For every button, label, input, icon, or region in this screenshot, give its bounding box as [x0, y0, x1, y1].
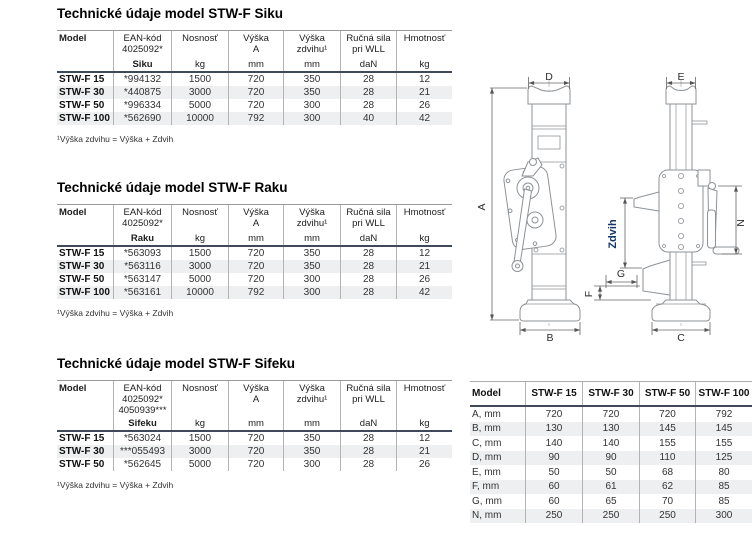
dim-label-E: E	[677, 71, 685, 83]
dims-value-cell: 250	[525, 509, 582, 524]
value-cell: 28	[340, 86, 396, 99]
front-label-plate	[538, 136, 560, 149]
dims-value-cell: 80	[695, 465, 752, 480]
value-cell: *562690	[113, 112, 171, 125]
value-cell: 26	[396, 273, 452, 286]
value-cell: 40	[340, 112, 396, 125]
column-header-lines	[173, 207, 227, 218]
column-unit: kg	[419, 417, 430, 429]
column-header-lines	[398, 207, 451, 218]
column-unit: kg	[194, 232, 206, 244]
table-row	[57, 260, 452, 273]
value-cell: 12	[396, 73, 452, 86]
value-cell: 720	[228, 99, 283, 112]
dims-label-cell: F, mm	[472, 481, 500, 493]
column-header-lines	[342, 383, 395, 405]
value-cell: 28	[340, 247, 396, 260]
dims-value-cell: 155	[639, 436, 695, 451]
value-cell: 3000	[171, 445, 228, 458]
column-title: Ručná sila	[346, 207, 391, 218]
dims-value-cell: 155	[695, 436, 752, 451]
table-header-row	[57, 31, 452, 73]
column-unit: daN	[359, 417, 378, 429]
jack-drawing-svg	[470, 58, 752, 354]
side-lower-pin	[692, 262, 706, 265]
model-cell: STW-F 100	[59, 287, 110, 298]
value-cell: 28	[340, 260, 396, 273]
table-row	[57, 247, 452, 260]
table-footnote: ¹Výška zdvihu = Výška + Zdvih	[57, 479, 174, 490]
crank-bracket	[698, 170, 710, 186]
value-cell: 720	[228, 86, 283, 99]
dims-label-cell: A, mm	[472, 408, 501, 420]
dims-value-cell: 70	[639, 494, 695, 509]
column-title: Výška	[243, 383, 269, 394]
column-unit: mm	[248, 417, 264, 429]
column-unit: mm	[248, 232, 264, 244]
column-title: Nosnosť	[182, 33, 218, 44]
side-mid-claw	[634, 192, 659, 211]
table-footnote: ¹Výška zdvihu = Výška + Zdvih	[57, 308, 174, 318]
column-header-lines	[59, 33, 112, 44]
section-title: Technické údaje model STW-F Siku	[57, 6, 284, 21]
column-title: Hmotnosť	[403, 383, 446, 394]
column-unit: kg	[419, 58, 430, 70]
dims-value-cell: 125	[695, 451, 752, 466]
value-cell: 28	[340, 99, 396, 112]
dims-label-cell: B, mm	[472, 423, 501, 435]
tech-table-section-sifeku	[57, 356, 452, 490]
value-cell: *562645	[113, 458, 171, 471]
column-header	[283, 381, 340, 430]
value-cell: 10000	[171, 112, 228, 125]
column-unit	[59, 232, 112, 244]
value-cell: 21	[396, 260, 452, 273]
value-cell: 21	[396, 445, 452, 458]
dims-row	[470, 465, 752, 480]
model-cell: STW-F 30	[59, 87, 105, 98]
value-cell: 42	[396, 286, 452, 299]
dims-value-cell: 792	[695, 407, 752, 422]
section-title: Technické údaje model STW-F Raku	[57, 180, 288, 195]
value-cell: *563024	[113, 432, 171, 445]
dims-value-cell: 110	[639, 451, 695, 466]
dims-value-cell: 60	[525, 494, 582, 509]
value-cell: 792	[228, 112, 283, 125]
value-cell: 792	[228, 286, 283, 299]
dim-label-G: G	[616, 268, 626, 280]
value-cell: 5000	[171, 458, 228, 471]
dims-row	[470, 494, 752, 509]
dims-value-cell: 50	[582, 465, 639, 480]
value-cell: 12	[396, 247, 452, 260]
column-title: Model	[59, 33, 87, 44]
model-cell: STW-F 30	[59, 445, 105, 457]
column-title: Ručná sila	[346, 33, 391, 44]
dims-label-cell: G, mm	[472, 495, 502, 507]
column-subtitle: zdvihu¹	[296, 218, 328, 230]
column-header	[283, 31, 340, 71]
dims-label-cell: D, mm	[472, 452, 502, 464]
side-upper-pin	[692, 121, 707, 124]
dims-label-cell: C, mm	[472, 437, 502, 449]
column-header-lines	[59, 383, 112, 394]
value-cell: 300	[283, 286, 340, 299]
column-title: Hmotnosť	[403, 33, 446, 44]
value-cell: 28	[340, 286, 396, 299]
column-subtitle: A	[252, 394, 260, 406]
column-title: Model	[59, 383, 87, 394]
value-cell: 300	[283, 458, 340, 471]
dims-value-cell: 300	[695, 509, 752, 524]
dims-value-cell: 140	[525, 436, 582, 451]
value-cell: ***055493	[113, 445, 171, 458]
column-header	[283, 205, 340, 245]
column-title: Výška	[299, 383, 325, 394]
value-cell: 28	[340, 445, 396, 458]
column-title: Hmotnosť	[403, 207, 446, 218]
table-header-row	[57, 205, 452, 247]
value-cell: 28	[340, 73, 396, 86]
column-title: EAN-kód	[123, 207, 162, 218]
value-cell: 26	[396, 458, 452, 471]
dims-row	[470, 422, 752, 437]
column-header	[228, 381, 283, 430]
model-cell: STW-F 50	[59, 274, 105, 285]
model-cell: STW-F 15	[59, 432, 105, 444]
dims-row	[470, 436, 752, 451]
column-header	[340, 31, 396, 71]
column-unit: kg	[194, 58, 206, 70]
dims-value-cell: 720	[639, 407, 695, 422]
value-cell: *996334	[113, 99, 171, 112]
dims-value-cell: 145	[639, 422, 695, 437]
dims-value-cell: 130	[582, 422, 639, 437]
table-row	[57, 273, 452, 286]
dims-value-cell: 90	[525, 451, 582, 466]
value-cell: 5000	[171, 273, 228, 286]
value-cell: 5000	[171, 99, 228, 112]
dim-label-C: C	[677, 332, 685, 344]
column-unit: mm	[304, 232, 320, 244]
value-cell: 720	[228, 432, 283, 445]
column-unit	[59, 417, 112, 429]
dims-column-header: Model	[472, 388, 501, 399]
table-footnote: ¹Výška zdvihu = Výška + Zdvih	[57, 134, 174, 144]
stroke-dimension-label: Zdvih	[607, 219, 619, 249]
tech-table-sifeku	[57, 380, 452, 471]
dims-value-cell: 720	[582, 407, 639, 422]
dims-column-header: STW-F 100	[695, 382, 752, 405]
value-cell: 350	[283, 432, 340, 445]
dims-value-cell: 85	[695, 480, 752, 495]
value-cell: 720	[228, 247, 283, 260]
column-header	[171, 205, 228, 245]
column-subtitle: 4025092*	[122, 44, 163, 56]
value-cell: 28	[340, 432, 396, 445]
table-row	[57, 73, 452, 86]
value-cell: 28	[340, 458, 396, 471]
side-top-cap	[666, 86, 696, 104]
column-header-lines	[230, 207, 282, 229]
dims-value-cell: 130	[525, 422, 582, 437]
column-header-lines	[173, 383, 227, 394]
tech-table-section-siku	[57, 6, 452, 144]
value-cell: 10000	[171, 286, 228, 299]
value-cell: 3000	[171, 86, 228, 99]
side-lower-claw	[643, 260, 670, 295]
column-unit: Siku	[132, 58, 153, 70]
column-header	[396, 31, 452, 71]
column-title: Výška	[243, 207, 269, 218]
dims-value-cell: 60	[525, 480, 582, 495]
value-cell: 720	[228, 73, 283, 86]
column-unit	[59, 58, 112, 70]
column-header	[113, 381, 171, 430]
value-cell: 720	[228, 445, 283, 458]
dims-value-cell: 90	[582, 451, 639, 466]
value-cell: 350	[283, 445, 340, 458]
column-title: Výška	[299, 33, 325, 44]
column-header	[171, 381, 228, 430]
dims-value-cell: 85	[695, 494, 752, 509]
dims-value-cell: 50	[525, 465, 582, 480]
value-cell: *563093	[113, 247, 171, 260]
value-cell: 300	[283, 99, 340, 112]
dims-row	[470, 480, 752, 495]
dimensions-table	[470, 381, 752, 523]
column-title: EAN-kód	[123, 33, 162, 44]
dims-row	[470, 451, 752, 466]
dims-value-cell: 145	[695, 422, 752, 437]
value-cell: 12	[396, 432, 452, 445]
dims-value-cell: 68	[639, 465, 695, 480]
model-cell: STW-F 100	[59, 113, 110, 124]
column-unit: mm	[248, 58, 264, 70]
column-header-lines	[115, 33, 170, 55]
model-cell: STW-F 50	[59, 458, 105, 470]
tech-table-section-raku	[57, 180, 452, 318]
value-cell: 300	[283, 273, 340, 286]
value-cell: 350	[283, 247, 340, 260]
column-header-lines	[115, 207, 170, 229]
value-cell: 26	[396, 99, 452, 112]
dim-label-N: N	[735, 219, 747, 227]
value-cell: *563116	[113, 260, 171, 273]
column-header	[340, 381, 396, 430]
column-subtitle: pri WLL	[352, 44, 385, 56]
dim-label-B: B	[546, 332, 554, 344]
column-title: Výška	[299, 207, 325, 218]
model-cell: STW-F 15	[59, 74, 105, 85]
dims-value-cell: 250	[639, 509, 695, 524]
dims-label-cell: E, mm	[472, 466, 501, 478]
table-row	[57, 432, 452, 445]
column-unit: mm	[304, 417, 320, 429]
dims-header-row	[470, 382, 752, 407]
column-subtitle: zdvihu¹	[296, 394, 328, 406]
column-header-lines	[230, 33, 282, 55]
column-header	[340, 205, 396, 245]
value-cell: 1500	[171, 432, 228, 445]
column-unit: kg	[419, 232, 430, 244]
table-row	[57, 99, 452, 112]
column-title: Model	[59, 207, 87, 218]
dims-row	[470, 509, 752, 524]
model-cell: STW-F 30	[59, 261, 105, 272]
column-header	[57, 205, 113, 245]
column-title: EAN-kód	[123, 383, 162, 394]
dims-column-header: STW-F 30	[582, 382, 639, 405]
column-header-lines	[342, 207, 395, 229]
dims-value-cell: 250	[582, 509, 639, 524]
front-base	[520, 300, 580, 321]
dim-label-D: D	[545, 71, 553, 83]
jack-technical-drawing	[470, 58, 752, 354]
column-header	[171, 31, 228, 71]
dims-label-cell: N, mm	[472, 510, 502, 522]
crank-handle	[713, 247, 739, 254]
column-subtitle: pri WLL	[352, 218, 385, 230]
column-unit: daN	[359, 232, 378, 244]
column-unit: daN	[359, 58, 378, 70]
column-unit: kg	[194, 417, 206, 429]
value-cell: *563161	[113, 286, 171, 299]
column-header	[228, 205, 283, 245]
side-housing	[659, 170, 703, 252]
tech-table-raku	[57, 204, 452, 299]
column-subtitle: A	[252, 218, 260, 230]
dims-value-cell: 720	[525, 407, 582, 422]
table-row	[57, 286, 452, 299]
value-cell: *563147	[113, 273, 171, 286]
column-header-lines	[230, 383, 282, 405]
tech-table-siku	[57, 30, 452, 125]
column-unit: mm	[304, 58, 320, 70]
front-top-cap	[528, 86, 570, 104]
value-cell: 1500	[171, 73, 228, 86]
value-cell: 720	[228, 273, 283, 286]
dims-row	[470, 407, 752, 422]
value-cell: 720	[228, 260, 283, 273]
value-cell: 350	[283, 73, 340, 86]
dims-column-header: STW-F 15	[525, 382, 582, 405]
column-title: Nosnosť	[182, 207, 218, 218]
model-cell: STW-F 15	[59, 248, 105, 259]
column-header-lines	[398, 383, 451, 394]
column-subtitle: 4050939***	[118, 405, 167, 417]
column-header	[113, 31, 171, 71]
table-row	[57, 458, 452, 471]
dims-value-cell: 62	[639, 480, 695, 495]
value-cell: 3000	[171, 260, 228, 273]
column-header-lines	[398, 33, 451, 44]
crank-grip-vertical	[708, 210, 716, 248]
dims-column-header: STW-F 50	[639, 382, 695, 405]
front-view	[503, 80, 580, 326]
model-cell: STW-F 50	[59, 100, 105, 111]
column-header	[113, 205, 171, 245]
table-header-row	[57, 381, 452, 432]
dims-value-cell: 140	[582, 436, 639, 451]
column-header-lines	[285, 207, 339, 229]
column-header	[396, 381, 452, 430]
column-subtitle: zdvihu¹	[296, 44, 328, 56]
column-header	[57, 381, 113, 430]
column-subtitle: A	[252, 44, 260, 56]
value-cell: 1500	[171, 247, 228, 260]
column-header	[57, 31, 113, 71]
side-base	[652, 300, 710, 321]
column-unit: Raku	[130, 232, 155, 244]
dim-label-A: A	[476, 203, 488, 211]
front-ratchet-bolt	[530, 159, 537, 166]
column-header	[396, 205, 452, 245]
dims-value-cell: 61	[582, 480, 639, 495]
table-row	[57, 86, 452, 99]
value-cell: 350	[283, 260, 340, 273]
column-title: Ručná sila	[346, 383, 391, 394]
table-row	[57, 445, 452, 458]
section-title: Technické údaje model STW-F Sifeku	[57, 356, 296, 371]
value-cell: 28	[340, 273, 396, 286]
column-subtitle: pri WLL	[352, 394, 385, 406]
column-header	[228, 31, 283, 71]
column-unit: Sifeku	[128, 417, 157, 429]
column-subtitle: 4025092*	[122, 218, 163, 230]
value-cell: 720	[228, 458, 283, 471]
column-subtitle: 4025092*	[122, 394, 163, 406]
value-cell: 21	[396, 86, 452, 99]
column-header-lines	[285, 383, 339, 405]
column-title: Výška	[243, 33, 269, 44]
value-cell: 350	[283, 86, 340, 99]
column-header-lines	[115, 383, 170, 417]
column-header-lines	[285, 33, 339, 55]
column-header-lines	[59, 207, 112, 218]
table-row	[57, 112, 452, 125]
dim-label-F: F	[583, 290, 595, 298]
side-view	[634, 80, 739, 326]
column-header-lines	[173, 33, 227, 44]
column-header-lines	[342, 33, 395, 55]
dims-value-cell: 65	[582, 494, 639, 509]
value-cell: 300	[283, 112, 340, 125]
value-cell: *994132	[113, 73, 171, 86]
value-cell: 42	[396, 112, 452, 125]
value-cell: *440875	[113, 86, 171, 99]
column-title: Nosnosť	[182, 383, 218, 394]
